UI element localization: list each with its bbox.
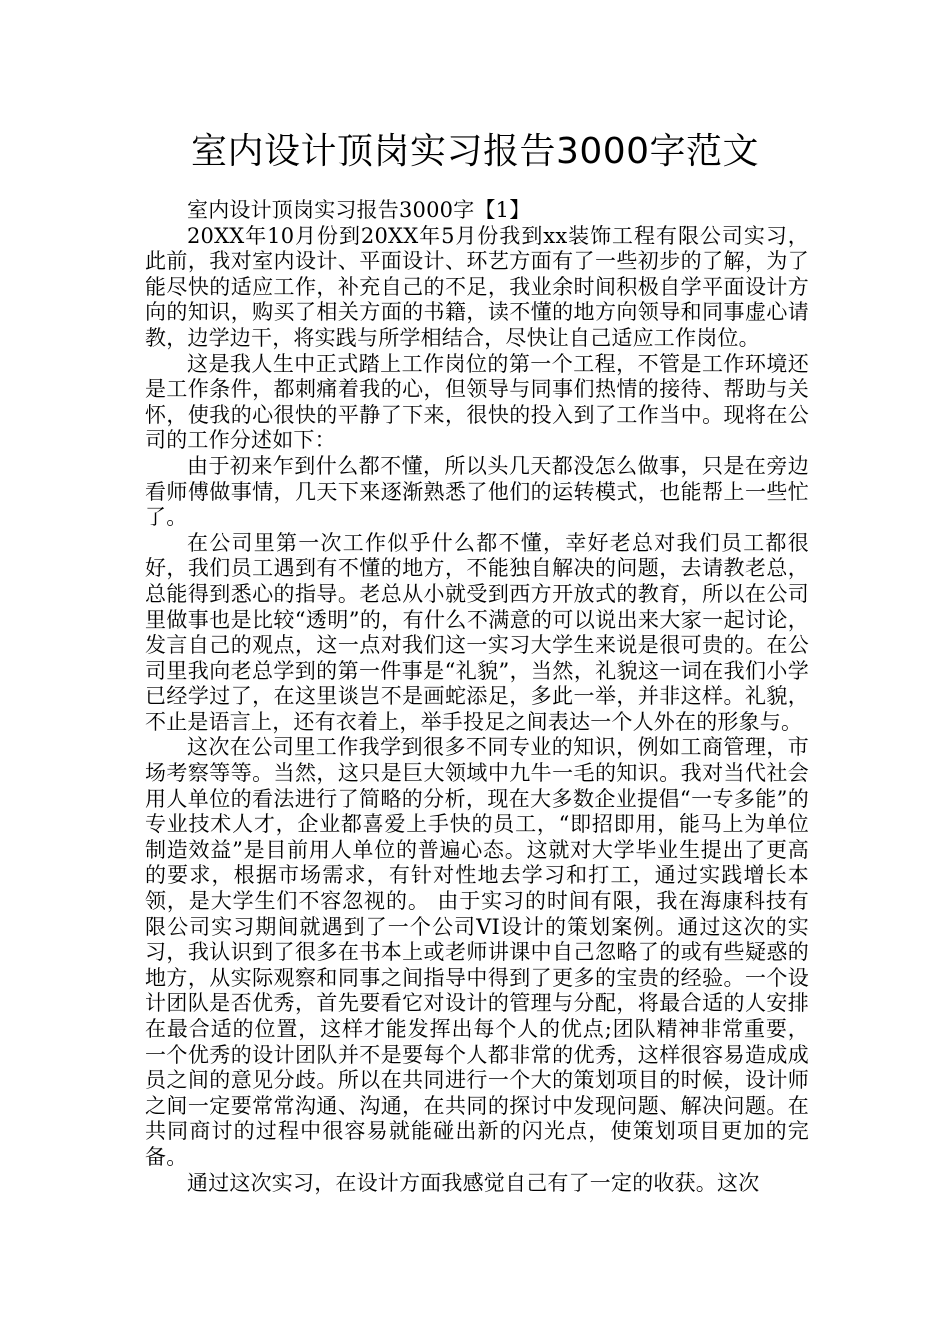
- paragraph-5: 这次在公司里工作我学到很多不同专业的知识，例如工商管理，市场考察等等。当然，这只是巨大领域中九牛一毛的知识。我对当代社会用人单位的看法进行了简略的分析，现在大多数企业提倡“一专多能”的专业技术人才，企业都喜爱上手快的员工，“即招即用，能马上为单位制造效益”是目前用人单位的普遍心态。这就对大学毕业生提出了更高的要求，根据市场需求，有针对性地去学习和打工，通过实践增长本领，是大学生们不容忽视的。 由于实习的时间有限，我在海康科技有限公司实习期间就遇到了一个公司VI设计的策划案例。通过这次的实习，我认识到了很多在书本上或老师讲课中自己忽略了的或有些疑惑的地方，从实际观察和同事之间指导中得到了更多的宝贵的经验。一个设计团队是否优秀，首先要看它对设计的管理与分配，将最合适的人安排在最合适的位置，这样才能发挥出每个人的优点;团队精神非常重要，一个优秀的设计团队并不是要每个人都非常的优秀，这样很容易造成成员之间的意见分歧。所以在共同进行一个大的策划项目的时候，设计师之间一定要常常沟通、沟通，在共同的探讨中发现问题、解决问题。在共同商讨的过程中很容易就能碰出新的闪光点，使策划项目更加的完备。: [145, 735, 809, 1169]
- document-title: 室内设计顶岗实习报告3000字范文: [190, 131, 760, 172]
- paragraph-6: 通过这次实习，在设计方面我感觉自己有了一定的收获。这次: [187, 1170, 760, 1195]
- document-body: [145, 198, 809, 1196]
- paragraph-4: 在公司里第一次工作似乎什么都不懂，幸好老总对我们员工都很好，我们员工遇到有不懂的地方，不能独自解决的问题，去请教老总，总能得到悉心的指导。老总从小就受到西方开放式的教育，所以在公司里做事也是比较“透明”的，有什么不满意的可以说出来大家一起讨论，发言自己的观点，这一点对我们这一实习大学生来说是很可贵的。在公司里我向老总学到的第一件事是“礼貌”，当然，礼貌这一词在我们小学已经学过了，在这里谈岂不是画蛇添足，多此一举，并非这样。礼貌，不止是语言上，还有衣着上，举手投足之间表达一个人外在的形象与。: [145, 530, 809, 734]
- paragraph-1: 20XX年10月份到20XX年5月份我到xx装饰工程有限公司实习，此前，我对室内设计、平面设计、环艺方面有了一些初步的了解，为了能尽快的适应工作，补充自己的不足，我业余时间积极自学平面设计方向的知识，购买了相关方面的书籍，读不懂的地方向领导和同事虚心请教，边学边干，将实践与所学相结合，尽快让自己适应工作岗位。: [145, 223, 809, 350]
- paragraph-3: 由于初来乍到什么都不懂，所以头几天都没怎么做事，只是在旁边看师傅做事情，几天下来逐渐熟悉了他们的运转模式，也能帮上一些忙了。: [145, 453, 809, 530]
- paragraph-subtitle: 室内设计顶岗实习报告3000字【1】: [187, 198, 531, 222]
- paragraph-2: 这是我人生中正式踏上工作岗位的第一个工程，不管是工作环境还是工作条件，都刺痛着我的心，但领导与同事们热情的接待、帮助与关怀，使我的心很快的平静了下来，很快的投入到了工作当中。现将在公司的工作分述如下：: [145, 351, 809, 453]
